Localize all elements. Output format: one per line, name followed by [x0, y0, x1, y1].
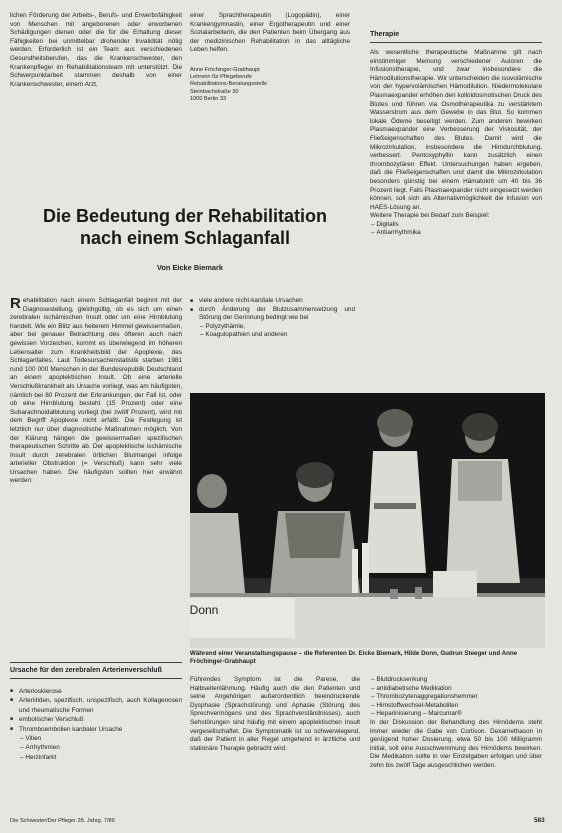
causes-list [10, 687, 182, 734]
list-item: – Blutdrucksenkung [379, 676, 542, 685]
address-line: Anne Fröchinger-Grabhaupt [190, 66, 260, 73]
therapy-list [370, 221, 542, 238]
dropcap: R [10, 295, 21, 312]
body-left-text: ehabilitation nach einem Schlaganfall beginnt mit der Diagnosestellung, gleichgültig, ob es sich um einen zerebralen ischämischen Insult oder um eine Hirnblutung handelt. Wie ein Blitz aus heiterem Himmel gewissermaßen, aber bei genauer Betrachtung des öfteren auch nach gewissen Vorzeichen, kommt es überwiegend im höheren Lebensalter zum Krankheitsbild der Apoplexie, des Schlaganfalles. Laut Todesursachenstatistik starben 1981 rund 100 000 Menschen in der Bundesrepublik Deutschland an einem apoplektischen Insult. Ob eine arterielle Verschlußkrankheit als Ursache vorliegt, was am häufigsten, nämlich bei 80 Prozent der Erkrankungen, der Fall ist, oder ob eine Hirnblutung besteht (15 Prozent) oder eine Subarachnoidalblutung vorliegt (bei zwölf Prozent), wird mit dem Begriff Apoplexie nicht erfaßt. Die Festlegung ist letztlich nur über diagnostische Maßnahmen möglich. Von der Klärung hängen die gewissermaßen spezifischen therapeutischen Schritte ab. Der apoplektische ischämische Insult durch zerebralen örtlichen Blutmangel infolge arterieller Obstruktion (= Verschluß) kann sehr viele Ursachen haben. Die häufigsten sollten hier erwähnt werden: [10, 297, 182, 485]
body-bottom-right [370, 676, 542, 771]
article-author: Von Eicke Biemark [157, 263, 223, 272]
causes-rule [10, 678, 182, 679]
causes-rule-top [10, 662, 182, 663]
causes-sublist [10, 734, 182, 762]
therapy-intro: Weitere Therapie bei Bedarf zum Beispiel: [370, 212, 490, 220]
name-plate: Donn [190, 603, 219, 617]
list-item: – Koagulopathien und anderen [208, 331, 355, 340]
article-intro-middle [190, 12, 350, 103]
address-line: Steinbachstraße 30 [190, 88, 239, 95]
list-item: – antidiabetische Medikation [379, 685, 542, 694]
address-line: Lehrerin für Pflegeberufe [190, 74, 252, 81]
therapy-section [370, 30, 542, 238]
list-item: – Vitien [28, 734, 182, 743]
cortison-text: In der Diskussion der Behandlung des Hirnödems steht immer wieder die Gabe von Cortison. Dexamethason in genügend hoher Dosierung, etwa 50 bis 100 Milligramm initial, soll eine Ausschwemmung des Hirnödems bewirken. Die Medikation sollte in vier Einzelgaben erfolgen und über zehn bis zwölf Tage ausgeschlichen werden. [370, 718, 542, 769]
list-item: – Digitalis [379, 221, 542, 230]
page-number: 583 [534, 817, 545, 824]
causes-heading: Ursache für den zerebralen Arterienverschluß [10, 667, 162, 674]
therapy-text: Als wesentliche therapeutische Maßnahme gilt nach einstimmiger Meinung verschiedener Autoren die Infusionstherapie, und zwar insbesondere die Hämodilutionstherapie. Wir unterscheiden die isovolämische von der hypervolämischen Hämodilution. Niedermolekulare Plasmaexpander erhöhen den kolloidosmotischen Druck des Blutes und führen via Osmotherapeutika zu verstärktem Wasserstrom aus dem Gewebe in das Blut. So kommen lokale Ödeme beseitigt werden. Zum anderen bewirken Plasmaexpander eine Verbesserung der Viskosität, der Fließeigenschaften des Blutes. Damit wird die Mikrozirkulation, insbesondere die Hirndurchblutung, verbessert. Pentoxyphyllin kann zusätzlich einen thrombozytären Effekt. Untersuchungen haben ergeben, daß die Fließeigenschaften und damit die Mikrozirkulation besonders günstig bei einem Hämatokrit um 40 bis 36 Prozent liegt. Falls Plasmaexpander nicht eingesetzt werden können, soll sich als Alternativmöglichkeit die Infusion von HAES-Lösung an. [370, 49, 542, 211]
list-item: ■ Thromboembolien kardialer Ursache [19, 725, 182, 734]
article-title: Die Bedeutung der Rehabilitation nach einem Schlaganfall [42, 206, 328, 248]
list-item: – Hirnstoffwechsel-Metaboliten [379, 702, 542, 711]
body-left-column [10, 297, 182, 486]
list-item: – Polyzythämie, [208, 323, 355, 332]
list-item: ■ Arteriitiden, spezifisch, unspezifisch, auch Kollagenosen und rheumatische Formen [19, 696, 182, 715]
list-item: – Antiarrhythmika [379, 229, 542, 238]
therapy-rule [370, 42, 542, 43]
list-item: – Heparinisierung – Marcumar® [379, 710, 542, 719]
therapy-heading: Therapie [370, 31, 400, 38]
article-intro-left [10, 12, 182, 89]
address-line: Rehabilitations-Beratungsstelle [190, 81, 268, 88]
body-middle-column [190, 297, 355, 340]
treatment-list [370, 676, 542, 719]
list-item: ■ viele andere nicht-kardiale Ursachen [199, 297, 355, 306]
photo-caption: Während einer Veranstaltungspause – die Referenten Dr. Eicke Biemark, Hilde Donn, Gudrun Steeger und Anne Fröchinger-Grabhaupt [190, 650, 518, 665]
causes-sub-list [190, 323, 355, 340]
list-item: ■ Arteriosklerose [19, 687, 182, 696]
intro-left-text: lichen Förderung der Arbeits-, Berufs- und Erwerbsfähigkeit von Menschen mit angeborenen oder erworbenen Schädigungen dienen oder die für die Erhaltung dieser Fähigkeiten bei unmittelbar drohender Invalidität nötig werden. Erforderlich ist ein Team aus verschiedenen Gesundheitsberufen, das die Krankenschwester, den Krankenpfleger im Rehabilitationsteam mit unterstützt. Die Schwerpunktarbeit stammen deshalb von einer Krankenschwester, einem Arzt, [10, 12, 182, 88]
list-item: ■ durch Änderung der Blutzusammensetzung und Störung der Gerinnung bedingt wie bei [199, 306, 355, 323]
event-photo [190, 393, 545, 648]
intro-middle-text: einer Sprachtherapeutin (Logopädin), einer Krankengymnastin, einer Ergotherapeutin und einer Sozialarbeiterin, die den Patienten beim Übergang aus der medizinischen Rehabilitation in das alltägliche Leben helfen. [190, 12, 350, 54]
list-item: – Herzinfarkt [28, 753, 182, 762]
footer-journal: Die Schwester/Der Pfleger 28. Jahrg. 7/89 [10, 818, 115, 824]
list-item: – Arrhythmien [28, 743, 182, 752]
address-line: 1000 Berlin 33 [190, 95, 227, 102]
author-address [190, 67, 350, 103]
list-item: ■ embolischer Verschluß [19, 715, 182, 724]
causes-box [10, 662, 182, 762]
symptoms-text: Führendes Symptom ist die Parese, die Halbseitenlähmung. Häufig auch die den Patienten und seine Angehörigen außerordentlich beeindruckende Dysphasie (Sprachstörung) und Aphasie (Störung des Sprechvermögens und des Sprachverständnisses), auch Sehstörungen sind häufig mit einem apoplektischen Insult vergesellschaftet. Die Symptomatik ist so schwerwiegend, daß der Patient in aller Regel umgehend in ärztliche und stationäre Therapie gebracht wird. [190, 676, 360, 752]
causes-continued-list [190, 297, 355, 323]
list-item: – Thrombozytenaggregationshemmer [379, 693, 542, 702]
body-bottom-middle [190, 676, 360, 753]
